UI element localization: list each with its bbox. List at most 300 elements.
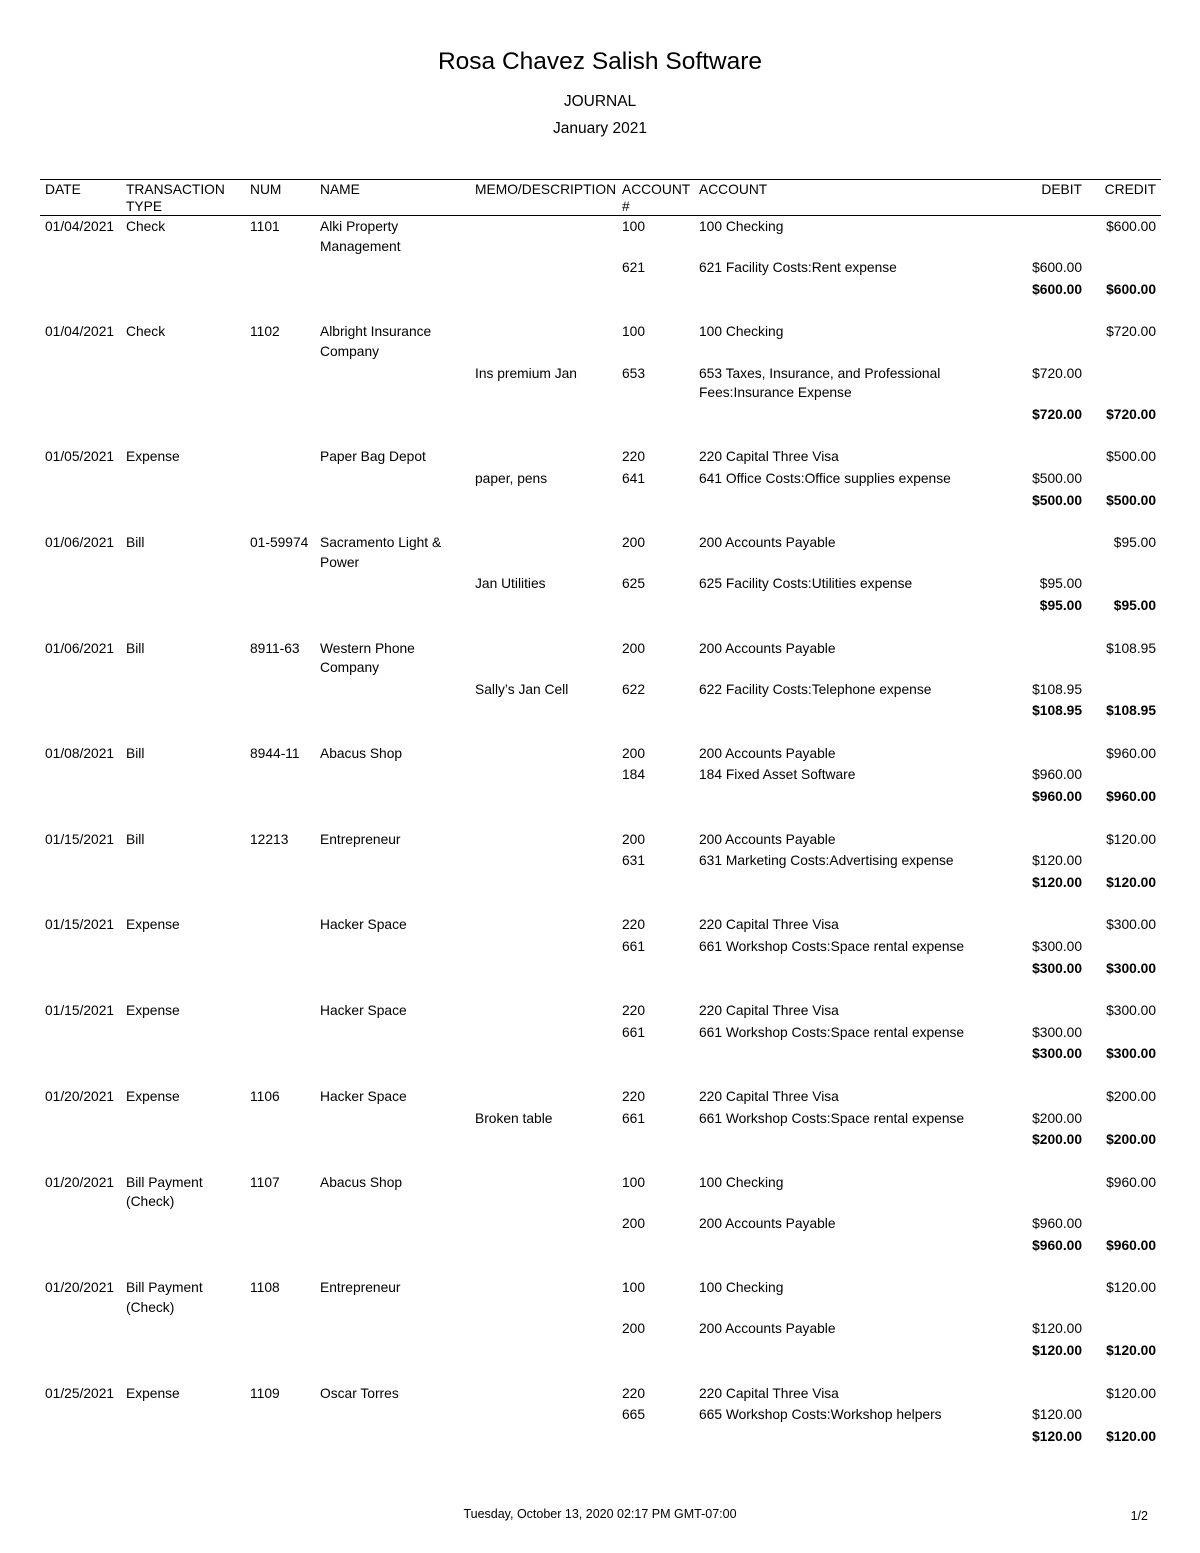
cell-name — [315, 468, 470, 490]
empty-cell — [315, 1426, 470, 1469]
cell-credit: $500.00 — [1106, 449, 1156, 465]
cell-name — [315, 679, 470, 701]
empty-cell — [617, 1043, 694, 1086]
empty-cell — [315, 958, 470, 1001]
empty-cell — [121, 404, 245, 447]
empty-cell — [694, 404, 1007, 447]
total-debit: $960.00 — [1032, 1237, 1082, 1253]
cell-credit: $120.00 — [1106, 831, 1156, 847]
cell-date — [40, 363, 121, 404]
cell-memo — [470, 1213, 617, 1235]
empty-cell — [470, 1129, 617, 1172]
empty-cell — [245, 786, 315, 829]
cell-account-number: 220 — [622, 1003, 646, 1019]
cell-date: 01/25/2021 — [45, 1385, 115, 1401]
empty-cell — [694, 786, 1007, 829]
cell-memo: Sally’s Jan Cell — [475, 681, 569, 697]
cell-account: 621 Facility Costs:Rent expense — [699, 260, 897, 276]
empty-cell — [40, 958, 121, 1001]
cell-memo — [470, 1404, 617, 1426]
transaction-total-row — [40, 700, 1161, 743]
cell-account: 625 Facility Costs:Utilities expense — [699, 576, 913, 592]
cell-debit: $120.00 — [1032, 1407, 1082, 1423]
cell-debit: $960.00 — [1032, 767, 1082, 783]
empty-cell — [617, 1129, 694, 1172]
total-credit: $600.00 — [1106, 281, 1156, 297]
cell-account-number: 200 — [622, 831, 646, 847]
cell-debit — [1007, 829, 1087, 851]
cell-name — [315, 1022, 470, 1044]
cell-transaction-type: Expense — [126, 449, 180, 465]
empty-cell — [40, 1043, 121, 1086]
transaction-total-row — [40, 1340, 1161, 1383]
empty-cell — [121, 1043, 245, 1086]
cell-num — [245, 1213, 315, 1235]
cell-name — [315, 1404, 470, 1426]
cell-account-number: 621 — [622, 260, 646, 276]
empty-cell — [470, 404, 617, 447]
cell-transaction-type: Expense — [126, 1003, 180, 1019]
cell-name: Hacker Space — [320, 917, 407, 933]
cell-debit — [1007, 321, 1087, 362]
empty-cell — [40, 490, 121, 533]
cell-credit — [1087, 850, 1161, 872]
cell-name: Sacramento Light & Power — [320, 535, 442, 570]
cell-debit — [1007, 1172, 1087, 1213]
cell-date: 01/15/2021 — [45, 831, 115, 847]
transaction-line-row — [40, 1404, 1161, 1426]
cell-num — [245, 764, 315, 786]
empty-cell — [315, 700, 470, 743]
cell-account-number: 200 — [622, 1215, 646, 1231]
cell-debit: $300.00 — [1032, 939, 1082, 955]
cell-transaction-type — [121, 1108, 245, 1130]
total-debit: $200.00 — [1032, 1132, 1082, 1148]
empty-cell — [121, 279, 245, 322]
col-date: DATE — [40, 180, 121, 216]
cell-num — [245, 1318, 315, 1340]
cell-debit: $120.00 — [1032, 1321, 1082, 1337]
cell-account: 220 Capital Three Visa — [699, 1385, 839, 1401]
cell-num — [245, 850, 315, 872]
cell-date: 01/08/2021 — [45, 745, 115, 761]
empty-cell — [617, 786, 694, 829]
cell-date — [40, 1404, 121, 1426]
transaction-row — [40, 532, 1161, 573]
cell-memo — [470, 638, 617, 679]
cell-debit — [1007, 216, 1087, 258]
cell-name — [315, 1318, 470, 1340]
empty-cell — [245, 700, 315, 743]
empty-cell — [40, 700, 121, 743]
cell-num — [245, 468, 315, 490]
cell-name: Alki Property Management — [320, 219, 401, 254]
cell-transaction-type: Bill Payment (Check) — [126, 1174, 203, 1210]
cell-num: 1102 — [250, 324, 280, 340]
cell-account-number: 100 — [622, 1174, 646, 1190]
cell-account: 661 Workshop Costs:Space rental expense — [699, 1024, 965, 1040]
cell-credit — [1087, 468, 1161, 490]
cell-memo: Jan Utilities — [475, 576, 546, 592]
cell-date: 01/20/2021 — [45, 1280, 115, 1296]
cell-name: Abacus Shop — [320, 745, 403, 761]
cell-num — [245, 1022, 315, 1044]
empty-cell — [245, 1340, 315, 1383]
cell-memo — [470, 743, 617, 765]
cell-debit: $720.00 — [1032, 365, 1082, 381]
col-num: NUM — [245, 180, 315, 216]
transaction-total-row — [40, 404, 1161, 447]
total-credit: $960.00 — [1106, 1237, 1156, 1253]
transaction-line-row — [40, 1318, 1161, 1340]
col-account: ACCOUNT — [694, 180, 1007, 216]
report-title: JOURNAL — [563, 93, 637, 110]
transaction-row — [40, 1086, 1161, 1108]
cell-credit: $120.00 — [1106, 1280, 1156, 1296]
total-credit: $500.00 — [1106, 492, 1156, 508]
transaction-total-row — [40, 1043, 1161, 1086]
cell-memo — [470, 321, 617, 362]
cell-date: 01/04/2021 — [45, 324, 115, 340]
empty-cell — [694, 279, 1007, 322]
empty-cell — [470, 1235, 617, 1278]
cell-memo — [470, 1000, 617, 1022]
cell-num — [245, 1108, 315, 1130]
cell-memo — [470, 936, 617, 958]
cell-account: 100 Checking — [699, 219, 784, 234]
empty-cell — [470, 700, 617, 743]
empty-cell — [315, 1235, 470, 1278]
cell-account: 184 Fixed Asset Software — [699, 767, 856, 783]
cell-num — [245, 914, 315, 936]
cell-date — [40, 1022, 121, 1044]
total-credit: $120.00 — [1106, 1428, 1156, 1444]
empty-cell — [315, 279, 470, 322]
empty-cell — [694, 1043, 1007, 1086]
transaction-row — [40, 829, 1161, 851]
cell-memo: paper, pens — [475, 470, 548, 486]
total-debit: $600.00 — [1032, 281, 1082, 297]
cell-memo — [470, 829, 617, 851]
cell-date: 01/06/2021 — [45, 640, 115, 656]
cell-memo — [470, 914, 617, 936]
cell-credit: $120.00 — [1106, 1385, 1156, 1401]
cell-num: 1106 — [250, 1089, 280, 1104]
cell-account: 661 Workshop Costs:Space rental expense — [699, 939, 965, 955]
journal-body — [40, 216, 1161, 1469]
cell-credit — [1087, 679, 1161, 701]
cell-debit: $500.00 — [1032, 470, 1082, 486]
cell-account: 100 Checking — [699, 1174, 784, 1190]
cell-credit — [1087, 1404, 1161, 1426]
cell-name: Western Phone Company — [320, 640, 415, 676]
cell-debit: $300.00 — [1032, 1024, 1082, 1040]
col-name: NAME — [315, 180, 470, 216]
cell-account-number: 653 — [622, 365, 646, 381]
cell-transaction-type — [121, 679, 245, 701]
cell-memo — [470, 257, 617, 279]
cell-credit — [1087, 1318, 1161, 1340]
total-debit: $95.00 — [1039, 597, 1082, 613]
empty-cell — [40, 404, 121, 447]
cell-account-number: 200 — [622, 535, 646, 551]
cell-transaction-type: Expense — [126, 1385, 180, 1401]
cell-transaction-type: Expense — [126, 917, 180, 933]
cell-transaction-type — [121, 1213, 245, 1235]
cell-account: 200 Accounts Payable — [699, 745, 836, 761]
empty-cell — [315, 786, 470, 829]
empty-cell — [694, 595, 1007, 638]
empty-cell — [694, 1129, 1007, 1172]
cell-debit — [1007, 532, 1087, 573]
empty-cell — [315, 1043, 470, 1086]
cell-memo: Ins premium Jan — [475, 365, 577, 381]
cell-account-number: 220 — [622, 449, 646, 465]
cell-num: 8911-63 — [250, 640, 300, 656]
cell-date — [40, 1318, 121, 1340]
transaction-line-row — [40, 764, 1161, 786]
empty-cell — [245, 404, 315, 447]
empty-cell — [315, 872, 470, 915]
transaction-line-row — [40, 257, 1161, 279]
empty-cell — [694, 958, 1007, 1001]
empty-cell — [121, 595, 245, 638]
total-credit: $300.00 — [1106, 960, 1156, 976]
transaction-row — [40, 321, 1161, 362]
total-credit: $960.00 — [1106, 789, 1156, 805]
transaction-total-row — [40, 1129, 1161, 1172]
transaction-row — [40, 1172, 1161, 1213]
cell-debit — [1007, 1383, 1087, 1405]
empty-cell — [315, 1129, 470, 1172]
cell-name: Hacker Space — [320, 1089, 407, 1104]
transaction-row — [40, 743, 1161, 765]
cell-account-number: 661 — [622, 1024, 646, 1040]
empty-cell — [470, 279, 617, 322]
total-debit: $300.00 — [1032, 960, 1082, 976]
empty-cell — [121, 700, 245, 743]
cell-memo — [470, 1086, 617, 1108]
cell-account-number: 220 — [622, 1089, 646, 1104]
cell-account: 220 Capital Three Visa — [699, 1089, 839, 1104]
cell-date: 01/20/2021 — [45, 1089, 115, 1104]
cell-date: 01/04/2021 — [45, 219, 115, 234]
empty-cell — [694, 1426, 1007, 1469]
cell-name: Oscar Torres — [320, 1385, 399, 1401]
cell-account-number: 665 — [622, 1407, 646, 1423]
total-debit: $120.00 — [1032, 1342, 1082, 1358]
cell-num: 01-59974 — [250, 535, 309, 551]
empty-cell — [245, 958, 315, 1001]
cell-transaction-type: Check — [126, 219, 166, 234]
empty-cell — [694, 700, 1007, 743]
empty-cell — [121, 1129, 245, 1172]
cell-credit: $200.00 — [1106, 1089, 1156, 1104]
cell-memo: Broken table — [475, 1110, 553, 1126]
cell-num — [245, 573, 315, 595]
cell-memo — [470, 1277, 617, 1318]
cell-transaction-type — [121, 1022, 245, 1044]
empty-cell — [245, 1043, 315, 1086]
transaction-row — [40, 1277, 1161, 1318]
empty-cell — [694, 1235, 1007, 1278]
cell-credit — [1087, 573, 1161, 595]
total-credit: $108.95 — [1106, 703, 1156, 719]
cell-date — [40, 764, 121, 786]
cell-memo — [470, 532, 617, 573]
total-credit: $120.00 — [1106, 874, 1156, 890]
cell-date — [40, 1213, 121, 1235]
empty-cell — [245, 490, 315, 533]
transaction-row — [40, 216, 1161, 258]
transaction-total-row — [40, 490, 1161, 533]
total-credit: $120.00 — [1106, 1342, 1156, 1358]
empty-cell — [617, 958, 694, 1001]
cell-transaction-type: Bill — [126, 745, 145, 761]
cell-memo — [470, 1383, 617, 1405]
page-number: 1/2 — [1130, 1509, 1148, 1523]
cell-account: 653 Taxes, Insurance, and Professional Fees:Insurance Expense — [699, 365, 941, 401]
cell-name — [315, 936, 470, 958]
total-debit: $300.00 — [1032, 1046, 1082, 1062]
empty-cell — [617, 279, 694, 322]
empty-cell — [121, 786, 245, 829]
total-credit: $720.00 — [1106, 406, 1156, 422]
cell-transaction-type: Bill Payment (Check) — [126, 1280, 203, 1315]
cell-account: 220 Capital Three Visa — [699, 449, 839, 465]
journal-table — [40, 179, 1161, 1468]
cell-transaction-type — [121, 468, 245, 490]
empty-cell — [315, 404, 470, 447]
empty-cell — [617, 1340, 694, 1383]
total-credit: $300.00 — [1106, 1046, 1156, 1062]
cell-num — [245, 257, 315, 279]
cell-account-number: 200 — [622, 640, 646, 656]
total-debit: $960.00 — [1032, 789, 1082, 805]
cell-account: 665 Workshop Costs:Workshop helpers — [699, 1407, 942, 1423]
empty-cell — [121, 1235, 245, 1278]
col-transaction-type: TRANSACTION TYPE — [121, 180, 245, 216]
cell-credit — [1087, 363, 1161, 404]
transaction-line-row — [40, 468, 1161, 490]
cell-transaction-type — [121, 573, 245, 595]
cell-debit — [1007, 638, 1087, 679]
cell-credit: $600.00 — [1106, 219, 1156, 234]
empty-cell — [617, 404, 694, 447]
total-debit: $108.95 — [1032, 703, 1082, 719]
empty-cell — [694, 872, 1007, 915]
cell-name — [315, 1108, 470, 1130]
cell-account-number: 625 — [622, 576, 646, 592]
empty-cell — [245, 872, 315, 915]
empty-cell — [40, 1340, 121, 1383]
cell-credit: $960.00 — [1106, 745, 1156, 761]
cell-num — [245, 679, 315, 701]
cell-account-number: 661 — [622, 939, 646, 955]
empty-cell — [121, 490, 245, 533]
cell-debit — [1007, 743, 1087, 765]
cell-date — [40, 936, 121, 958]
empty-cell — [470, 786, 617, 829]
cell-name: Entrepreneur — [320, 1280, 401, 1296]
cell-transaction-type: Expense — [126, 1089, 180, 1104]
cell-num: 1107 — [250, 1174, 280, 1190]
empty-cell — [694, 490, 1007, 533]
empty-cell — [315, 490, 470, 533]
cell-account-number: 661 — [622, 1110, 646, 1126]
cell-transaction-type: Bill — [126, 831, 145, 847]
cell-credit — [1087, 257, 1161, 279]
cell-num — [245, 1000, 315, 1022]
cell-num — [245, 1404, 315, 1426]
transaction-row — [40, 638, 1161, 679]
cell-name: Entrepreneur — [320, 831, 401, 847]
empty-cell — [470, 595, 617, 638]
cell-debit — [1007, 914, 1087, 936]
empty-cell — [694, 1340, 1007, 1383]
cell-credit: $108.95 — [1106, 640, 1156, 656]
transaction-line-row — [40, 363, 1161, 404]
total-debit: $120.00 — [1032, 1428, 1082, 1444]
empty-cell — [40, 1426, 121, 1469]
total-credit: $95.00 — [1113, 597, 1156, 613]
cell-num: 1101 — [250, 219, 280, 234]
cell-num — [245, 363, 315, 404]
cell-account-number: 220 — [622, 917, 646, 933]
empty-cell — [470, 490, 617, 533]
cell-transaction-type: Bill — [126, 640, 145, 656]
cell-account-number: 220 — [622, 1385, 646, 1401]
empty-cell — [40, 1235, 121, 1278]
report-period: January 2021 — [553, 120, 647, 137]
col-credit: CREDIT — [1087, 180, 1161, 216]
cell-debit: $200.00 — [1032, 1110, 1082, 1126]
cell-debit: $960.00 — [1032, 1215, 1082, 1231]
cell-account: 200 Accounts Payable — [699, 1215, 836, 1231]
cell-account: 661 Workshop Costs:Space rental expense — [699, 1110, 965, 1126]
cell-account-number: 200 — [622, 745, 646, 761]
transaction-total-row — [40, 786, 1161, 829]
empty-cell — [315, 595, 470, 638]
empty-cell — [40, 1129, 121, 1172]
cell-debit — [1007, 1086, 1087, 1108]
cell-credit: $300.00 — [1106, 917, 1156, 933]
transaction-total-row — [40, 1426, 1161, 1469]
cell-account: 100 Checking — [699, 1280, 784, 1296]
cell-name: Hacker Space — [320, 1003, 407, 1019]
empty-cell — [40, 595, 121, 638]
cell-date: 01/05/2021 — [45, 449, 115, 465]
cell-transaction-type — [121, 257, 245, 279]
cell-debit — [1007, 1000, 1087, 1022]
empty-cell — [40, 279, 121, 322]
cell-account: 641 Office Costs:Office supplies expense — [699, 470, 951, 486]
empty-cell — [617, 700, 694, 743]
cell-account-number: 631 — [622, 853, 646, 869]
cell-account: 622 Facility Costs:Telephone expense — [699, 681, 932, 697]
cell-date: 01/15/2021 — [45, 1003, 115, 1019]
cell-name — [315, 573, 470, 595]
cell-credit — [1087, 1108, 1161, 1130]
cell-transaction-type — [121, 936, 245, 958]
table-header-row — [40, 180, 1161, 216]
empty-cell — [470, 958, 617, 1001]
empty-cell — [40, 872, 121, 915]
transaction-line-row — [40, 573, 1161, 595]
cell-num — [245, 446, 315, 468]
cell-account-number: 100 — [622, 1280, 646, 1296]
cell-memo — [470, 1022, 617, 1044]
